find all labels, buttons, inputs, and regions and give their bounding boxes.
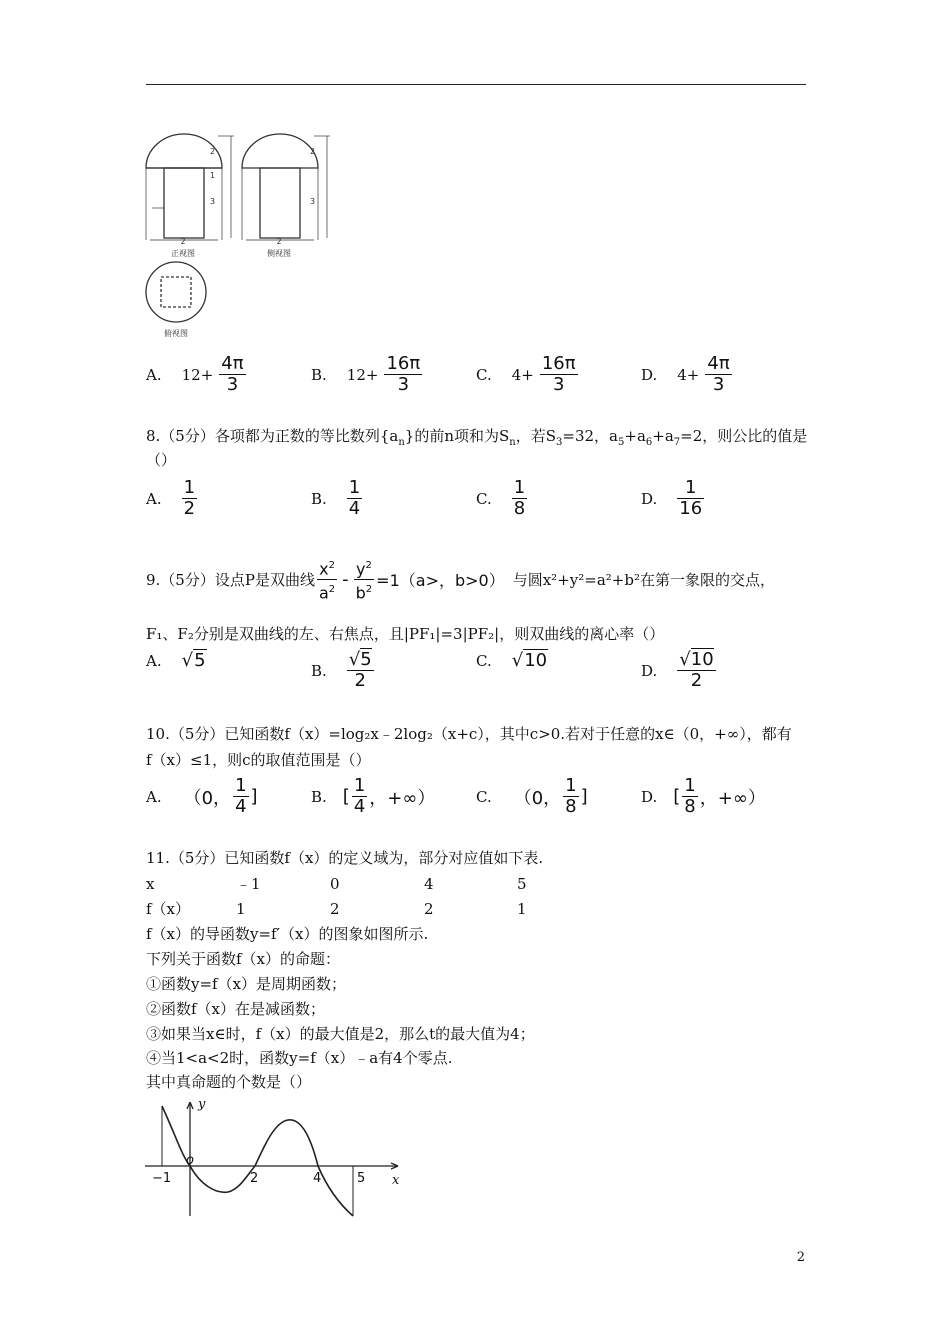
- q10-stem: 10.（5分）已知函数f（x）=log₂x﹣2log₂（x+c），其中c>0.若对于任意的x∈（0，+∞），都有: [146, 725, 792, 743]
- q11-prop-4: ④当1<a<2时，函数y=f（x）﹣a有4个零点.: [146, 1049, 453, 1067]
- q10-option-d: D. [ $\frac{1}{8}$ ，+∞）: [641, 775, 766, 817]
- x-axis-label: x: [392, 1173, 400, 1188]
- q11-prop-2: ②函数f（x）在是减函数；: [146, 1000, 326, 1018]
- q10-stem-line2: f（x）≤1，则c的取值范围是（）: [146, 751, 371, 769]
- q7-option-d: D. 4+ $\frac{4\pi}{3}$: [641, 353, 730, 395]
- dim-2-front: 2: [180, 237, 186, 246]
- q9-option-b: B. $\frac{√5}{2}$: [311, 649, 372, 691]
- dim-2-front-v: 2: [210, 147, 216, 156]
- q11-ask: 其中真命题的个数是（）: [146, 1073, 312, 1091]
- dim-3-front: 3: [210, 197, 216, 206]
- q9-stem-line2: F₁、F₂分别是双曲线的左、右焦点，且|PF₁|=3|PF₂|，则双曲线的离心率（）: [146, 625, 665, 643]
- q11-prop-3: ③如果当x∈时，f（x）的最大值是2，那么t的最大值为4；: [146, 1025, 535, 1043]
- q8-stem: 8.（5分）各项都为正数的等比数列$\{a_n\}$的前n项和为$S_n$，若$S_3=32$，$a_5+a_6+a_7=2$，则公比的值是: [146, 427, 808, 448]
- q10-option-a: A. （0， $\frac{1}{4}$ ]: [146, 775, 258, 817]
- q7-option-b: B. 12+ $\frac{16\pi}{3}$: [311, 353, 421, 395]
- tick-2: 2: [250, 1171, 259, 1186]
- q8-stem-line2: （）: [146, 451, 177, 469]
- dim-2-side-v: 2: [310, 147, 316, 156]
- q7-option-a: A. 12+ $\frac{4\pi}{3}$: [146, 353, 244, 395]
- q11-stem: 11.（5分）已知函数f（x）的定义域为，部分对应值如下表.: [146, 849, 544, 867]
- top-view-label: 俯视图: [164, 329, 188, 338]
- q10-option-b: B. [ $\frac{1}{4}$ ，+∞）: [311, 775, 436, 817]
- q8-option-d: D. $\frac{1}{16}$: [641, 477, 703, 519]
- q8-option-c: C. $\frac{1}{8}$: [476, 477, 526, 519]
- tick-minus-1: −1: [152, 1171, 172, 1186]
- tick-5: 5: [357, 1171, 366, 1186]
- dim-2-side: 2: [276, 237, 282, 246]
- q8-option-a: A. $\frac{1}{2}$: [146, 477, 196, 519]
- q9-option-d: D. $\frac{√10}{2}$: [641, 649, 714, 691]
- q9-option-a: A. √5: [146, 650, 206, 671]
- header-rule: [146, 84, 806, 85]
- q8-option-b: B. $\frac{1}{4}$: [311, 477, 361, 519]
- three-view-figure: [138, 130, 338, 345]
- q11-deriv-line: f（x）的导函数y=f′（x）的图象如图所示.: [146, 925, 429, 943]
- tick-origin: o: [186, 1153, 194, 1168]
- side-view-label: 侧视图: [267, 249, 291, 258]
- q7-option-c: C. 4+ $\frac{16\pi}{3}$: [476, 353, 576, 395]
- y-axis-label: y: [198, 1097, 206, 1112]
- q10-option-c: C. （0， $\frac{1}{8}$ ]: [476, 775, 588, 817]
- dim-1-front: 1: [210, 171, 216, 180]
- q11-props-intro: 下列关于函数f（x）的命题：: [146, 950, 341, 968]
- page-number: 2: [796, 1250, 805, 1265]
- tick-4: 4: [313, 1171, 322, 1186]
- q9-stem: 9.（5分）设点P是双曲线 $\frac{x^2}{a^2}$ - $\frac{y^2}{b^2}$ =1（a>，b>0） 与圆x²+y²=a²+b²在第一象限的交点，: [146, 556, 775, 604]
- q9-option-c: C. √10: [476, 650, 548, 671]
- derivative-graph: [140, 1094, 410, 1224]
- front-view-label: 正视图: [171, 249, 195, 258]
- dim-3-side: 3: [310, 197, 316, 206]
- q11-prop-1: ①函数y=f（x）是周期函数；: [146, 975, 347, 993]
